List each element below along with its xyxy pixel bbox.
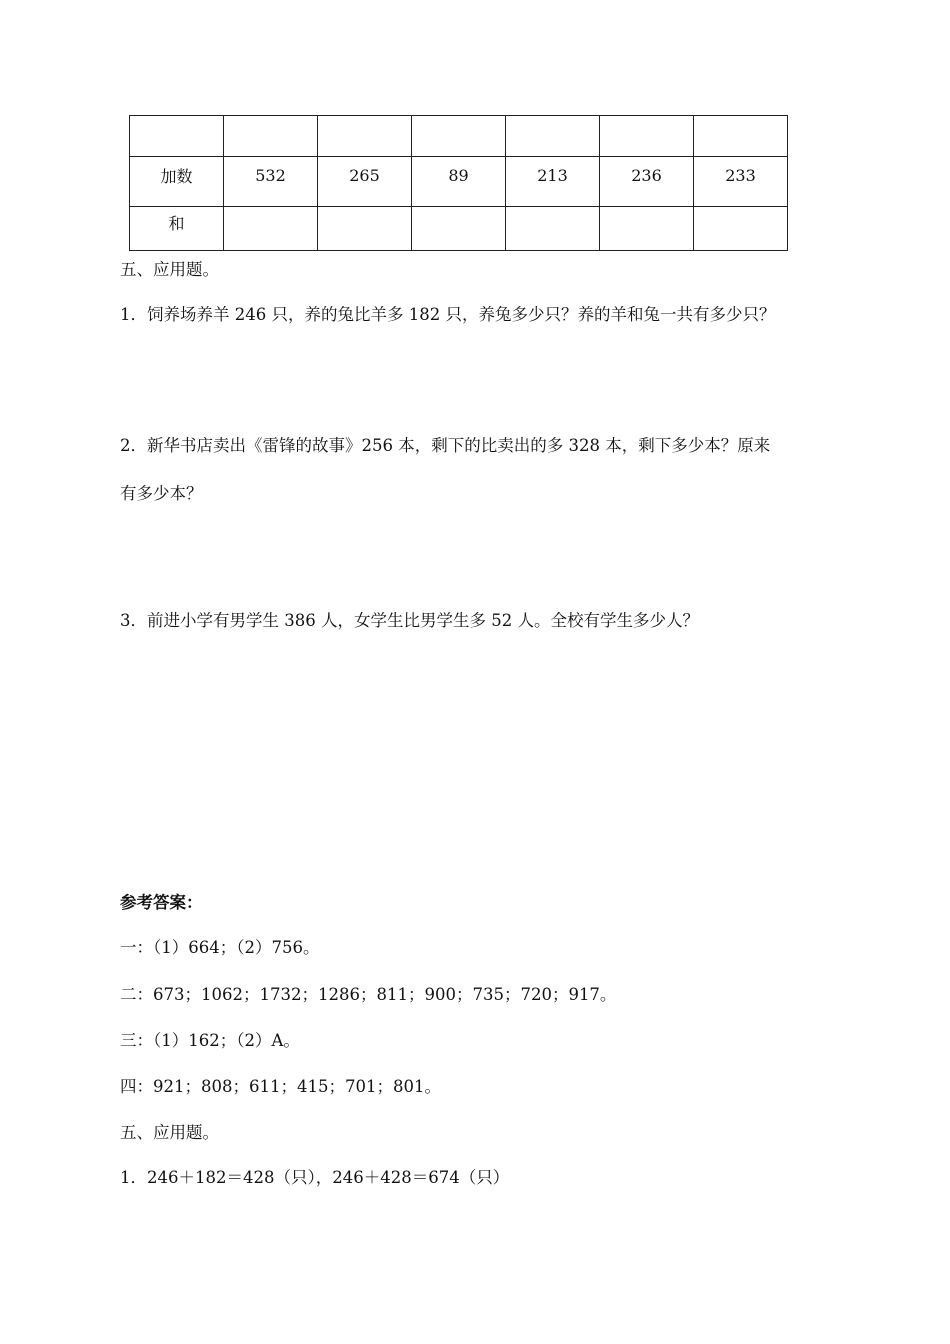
table-cell — [600, 207, 694, 251]
table-cell: 213 — [506, 157, 600, 207]
row-label-addend: 加数 — [130, 157, 224, 207]
table-cell — [412, 116, 506, 157]
problem-2-line-2: 有多少本？ — [120, 484, 203, 503]
table-row — [130, 116, 788, 157]
row-label-sum: 和 — [130, 207, 224, 251]
table-cell — [224, 116, 318, 157]
table-cell — [224, 207, 318, 251]
table-cell — [694, 207, 788, 251]
section-heading: 五、应用题。 — [120, 260, 219, 279]
table-cell: 233 — [694, 157, 788, 207]
problem-3: 3．前进小学有男学生 386 人，女学生比男学生多 52 人。全校有学生多少人？ — [120, 611, 699, 630]
answers-heading: 参考答案： — [120, 893, 203, 912]
table-row — [130, 207, 788, 251]
table-cell — [412, 207, 506, 251]
answer-1: 一：（1）664；（2）756。 — [120, 938, 320, 957]
table-cell — [506, 116, 600, 157]
table-cell — [506, 207, 600, 251]
answer-2: 二：673；1062；1732；1286；811；900；735；720；917。 — [120, 985, 617, 1004]
problem-1: 1．饲养场养羊 246 只，养的兔比羊多 182 只，养兔多少只？养的羊和兔一共有多少只？ — [120, 305, 776, 324]
answer-5-heading: 五、应用题。 — [120, 1123, 219, 1142]
table-cell — [694, 116, 788, 157]
problem-2-line-1: 2．新华书店卖出《雷锋的故事》256 本，剩下的比卖出的多 328 本，剩下多少本？原来 — [120, 436, 771, 455]
table-cell: 89 — [412, 157, 506, 207]
addition-table — [129, 115, 788, 251]
table-cell — [600, 116, 694, 157]
table-cell: 532 — [224, 157, 318, 207]
answer-5-1: 1．246＋182＝428（只），246＋428＝674（只） — [120, 1168, 510, 1187]
table-cell — [318, 207, 412, 251]
table-cell: 236 — [600, 157, 694, 207]
table-row — [130, 157, 788, 207]
table-cell: 265 — [318, 157, 412, 207]
answer-3: 三：（1）162；（2）A。 — [120, 1031, 300, 1050]
answer-4: 四：921；808；611；415；701；801。 — [120, 1077, 441, 1096]
table-cell — [318, 116, 412, 157]
table-cell — [130, 116, 224, 157]
